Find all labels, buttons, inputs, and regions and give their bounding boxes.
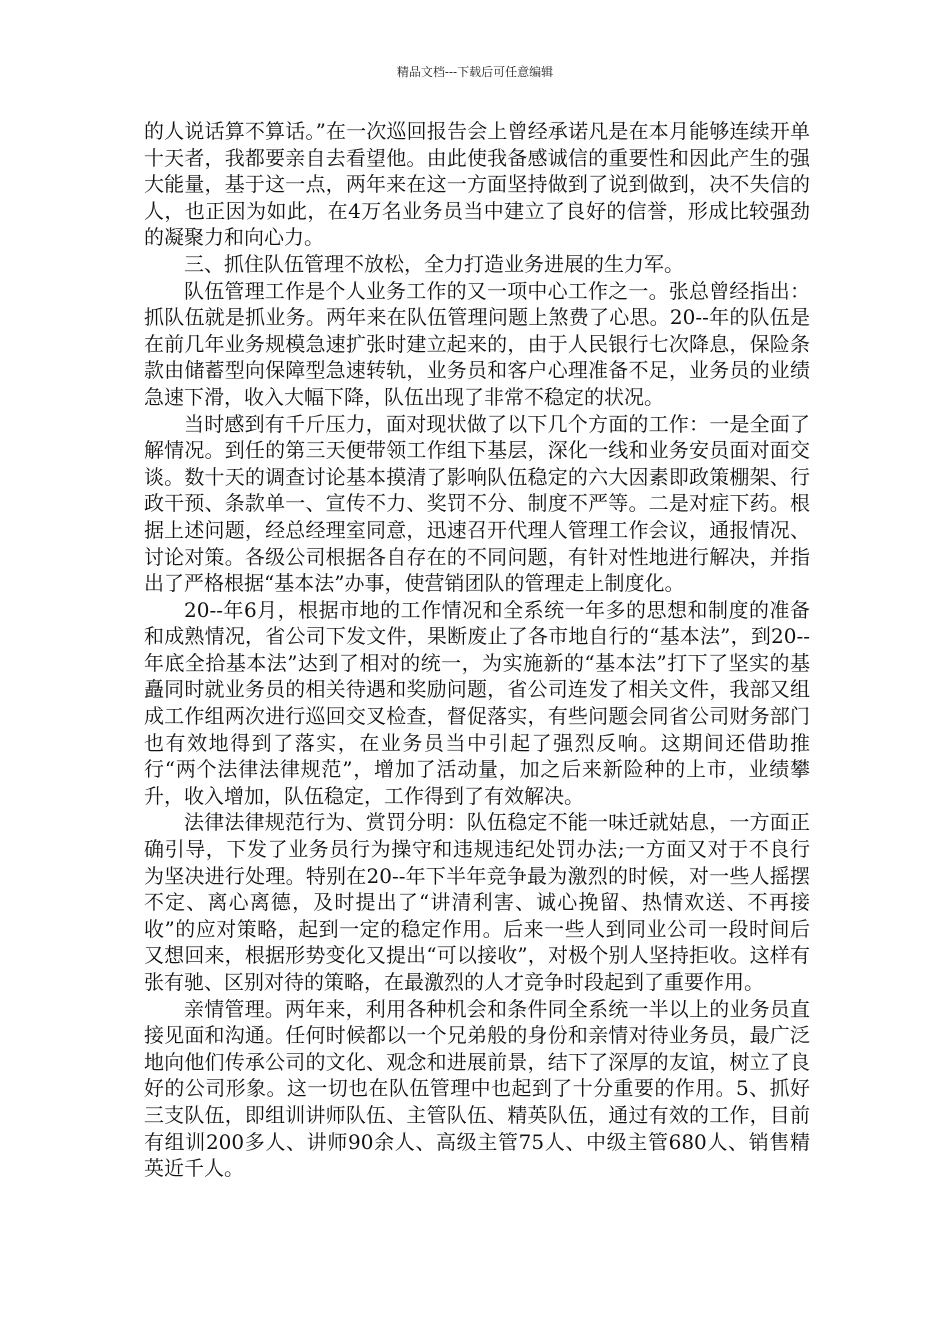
paragraph: 法律法律规范行为、赏罚分明：队伍稳定不能一味迁就姑息，一方面正确引导，下发了业务员行为操守和违规违纪处罚办法;一方面又对于不良行为坚决进行处理。特别在20--年下半年竞争最为激烈的时候，对一些人摇摆不定、离心离德，及时提出了“讲清利害、诚心挽留、热情欢送、不再接收”的应对策略，起到一定的稳定作用。后来一些人到同业公司一段时间后又想回来，根据形势变化又提出“可以接收”，对极个别人坚持拒收。这样有张有驰、区别对待的策略，在最激烈的人才竞争时段起到了重要作用。: [144, 810, 810, 994]
section-heading: 三、抓住队伍管理不放松，全力打造业务进展的生力军。: [184, 251, 684, 276]
paragraph: 的人说话算不算话。”在一次巡回报告会上曾经承诺凡是在本月能够连续开单十天者，我都要亲自去看望他。由此使我备感诚信的重要性和因此产生的强大能量，基于这一点，两年来在这一方面坚持做到了说到做到，决不失信的人，也正因为如此，在4万名业务员当中建立了良好的信誉，形成比较强劲的凝聚力和向心力。: [144, 119, 810, 250]
document-body: [144, 118, 810, 1182]
paragraph: 当时感到有千斤压力，面对现状做了以下几个方面的工作：一是全面了解情况。到任的第三天便带领工作组下基层，深化一线和业务安员面对面交谈。数十天的调查讨论基本摸清了影响队伍稳定的六大因素即政策棚架、行政干预、条款单一、宣传不力、奖罚不分、制度不严等。二是对症下药。根据上述问题，经总经理室同意，迅速召开代理人管理工作会议，通报情况、讨论对策。各级公司根据各自存在的不同问题，有针对性地进行解决，并指出了严格根据“基本法”办事，使营销团队的管理走上制度化。: [144, 411, 810, 596]
paragraph: 队伍管理工作是个人业务工作的又一项中心工作之一。张总曾经指出：抓队伍就是抓业务。两年来在队伍管理问题上煞费了心思。20--年的队伍是在前几年业务规模急速扩张时建立起来的，由于人民银行七次降息，保险条款由储蓄型向保障型急速转轨，业务员和客户心理准备不足，业务员的业绩急速下滑，收入大幅下降，队伍出现了非常不稳定的状况。: [144, 278, 810, 409]
page-header: 精品文档---下载后可任意编辑: [396, 65, 554, 79]
paragraph: 亲情管理。两年来，利用各种机会和条件同全系统一半以上的业务员直接见面和沟通。任何时候都以一个兄弟般的身份和亲情对待业务员，最广泛地向他们传承公司的文化、观念和进展前景，结下了深厚的友谊，树立了良好的公司形象。这一切也在队伍管理中也起到了十分重要的作用。5、抓好三支队伍，即组训讲师队伍、主管队伍、精英队伍，通过有效的工作，目前有组训200多人、讲师90余人、高级主管75人、中级主管680人、销售精英近千人。: [144, 996, 810, 1181]
paragraph: 20--年6月，根据市地的工作情况和全系统一年多的思想和制度的准备和成熟情况，省公司下发文件，果断废止了各市地自行的“基本法”，到20--年底全拾基本法”达到了相对的统一，为实施新的“基本法”打下了坚实的基矗同时就业务员的相关待遇和奖励问题，省公司连发了相关文件，我部又组成工作组两次进行巡回交叉检查，督促落实，有些问题会同省公司财务部门也有效地得到了落实，在业务员当中引起了强烈反响。这期间还借助推行“两个法律法律规范”，增加了活动量，加之后来新险种的上市，业绩攀升，收入增加，队伍稳定，工作得到了有效解决。: [144, 597, 810, 808]
